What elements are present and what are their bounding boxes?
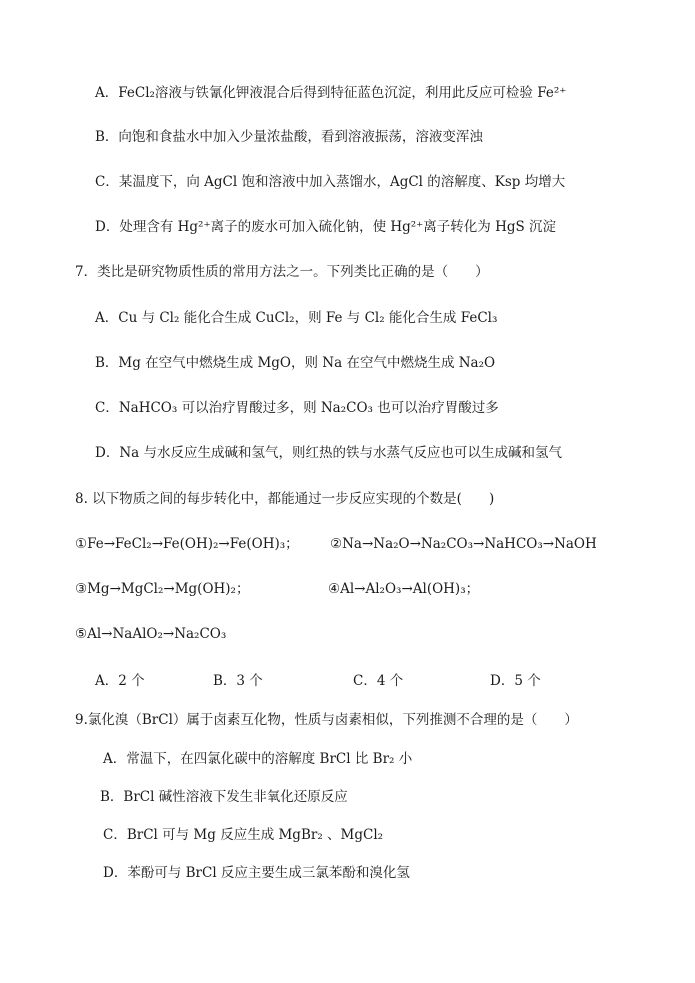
q6-option-a: A．FeCl₂溶液与铁氰化钾液混合后得到特征蓝色沉淀，利用此反应可检验 Fe²⁺ [95,85,567,101]
q8-option-a: A．2 个 [95,673,145,689]
q8-stem: 8. 以下物质之间的每步转化中，都能通过一步反应实现的个数是( ) [75,491,495,507]
q8-option-d: D．5 个 [490,673,541,689]
q7-stem: 7．类比是研究物质性质的常用方法之一。下列类比正确的是（ ） [75,264,489,280]
q7-option-b: B．Mg 在空气中燃烧生成 MgO，则 Na 在空气中燃烧生成 Na₂O [95,355,496,371]
q9-option-b: B．BrCl 碱性溶液下发生非氧化还原反应 [100,789,348,805]
q7-option-d: D．Na 与水反应生成碱和氢气，则红热的铁与水蒸气反应也可以生成碱和氢气 [95,445,562,461]
q8-item-5: ⑤Al→NaAlO₂→Na₂CO₃ [75,626,227,642]
q8-item-3: ③Mg→MgCl₂→Mg(OH)₂； [75,581,250,597]
q6-option-b: B．向饱和食盐水中加入少量浓盐酸，看到溶液振荡，溶液变浑浊 [95,129,483,145]
q8-item-2: ②Na→Na₂O→Na₂CO₃→NaHCO₃→NaOH [330,536,597,552]
q7-option-a: A．Cu 与 Cl₂ 能化合生成 CuCl₂，则 Fe 与 Cl₂ 能化合生成 FeCl₃ [95,310,498,326]
q8-item-1: ①Fe→FeCl₂→Fe(OH)₂→Fe(OH)₃； [75,536,299,552]
q8-item-4: ④Al→Al₂O₃→Al(OH)₃； [328,581,480,597]
q9-stem: 9.氯化溴（BrCl）属于卤素互化物，性质与卤素相似，下列推测不合理的是（ ） [75,712,578,728]
q9-option-a: A．常温下，在四氯化碳中的溶解度 BrCl 比 Br₂ 小 [103,751,413,767]
q8-options [95,672,541,690]
q9-option-c: C．BrCl 可与 Mg 反应生成 MgBr₂ 、MgCl₂ [103,827,384,843]
q6-option-c: C．某温度下，向 AgCl 饱和溶液中加入蒸馏水，AgCl 的溶解度、Ksp 均增大 [95,174,566,190]
q9-option-d: D．苯酚可与 BrCl 反应主要生成三氯苯酚和溴化氢 [103,865,410,881]
q7-option-c: C．NaHCO₃ 可以治疗胃酸过多，则 Na₂CO₃ 也可以治疗胃酸过多 [95,400,499,416]
q8-option-b: B．3 个 [213,673,263,689]
q6-option-d: D．处理含有 Hg²⁺离子的废水可加入硫化钠，使 Hg²⁺离子转化为 HgS 沉淀 [95,219,557,235]
q8-option-c: C．4 个 [353,673,404,689]
